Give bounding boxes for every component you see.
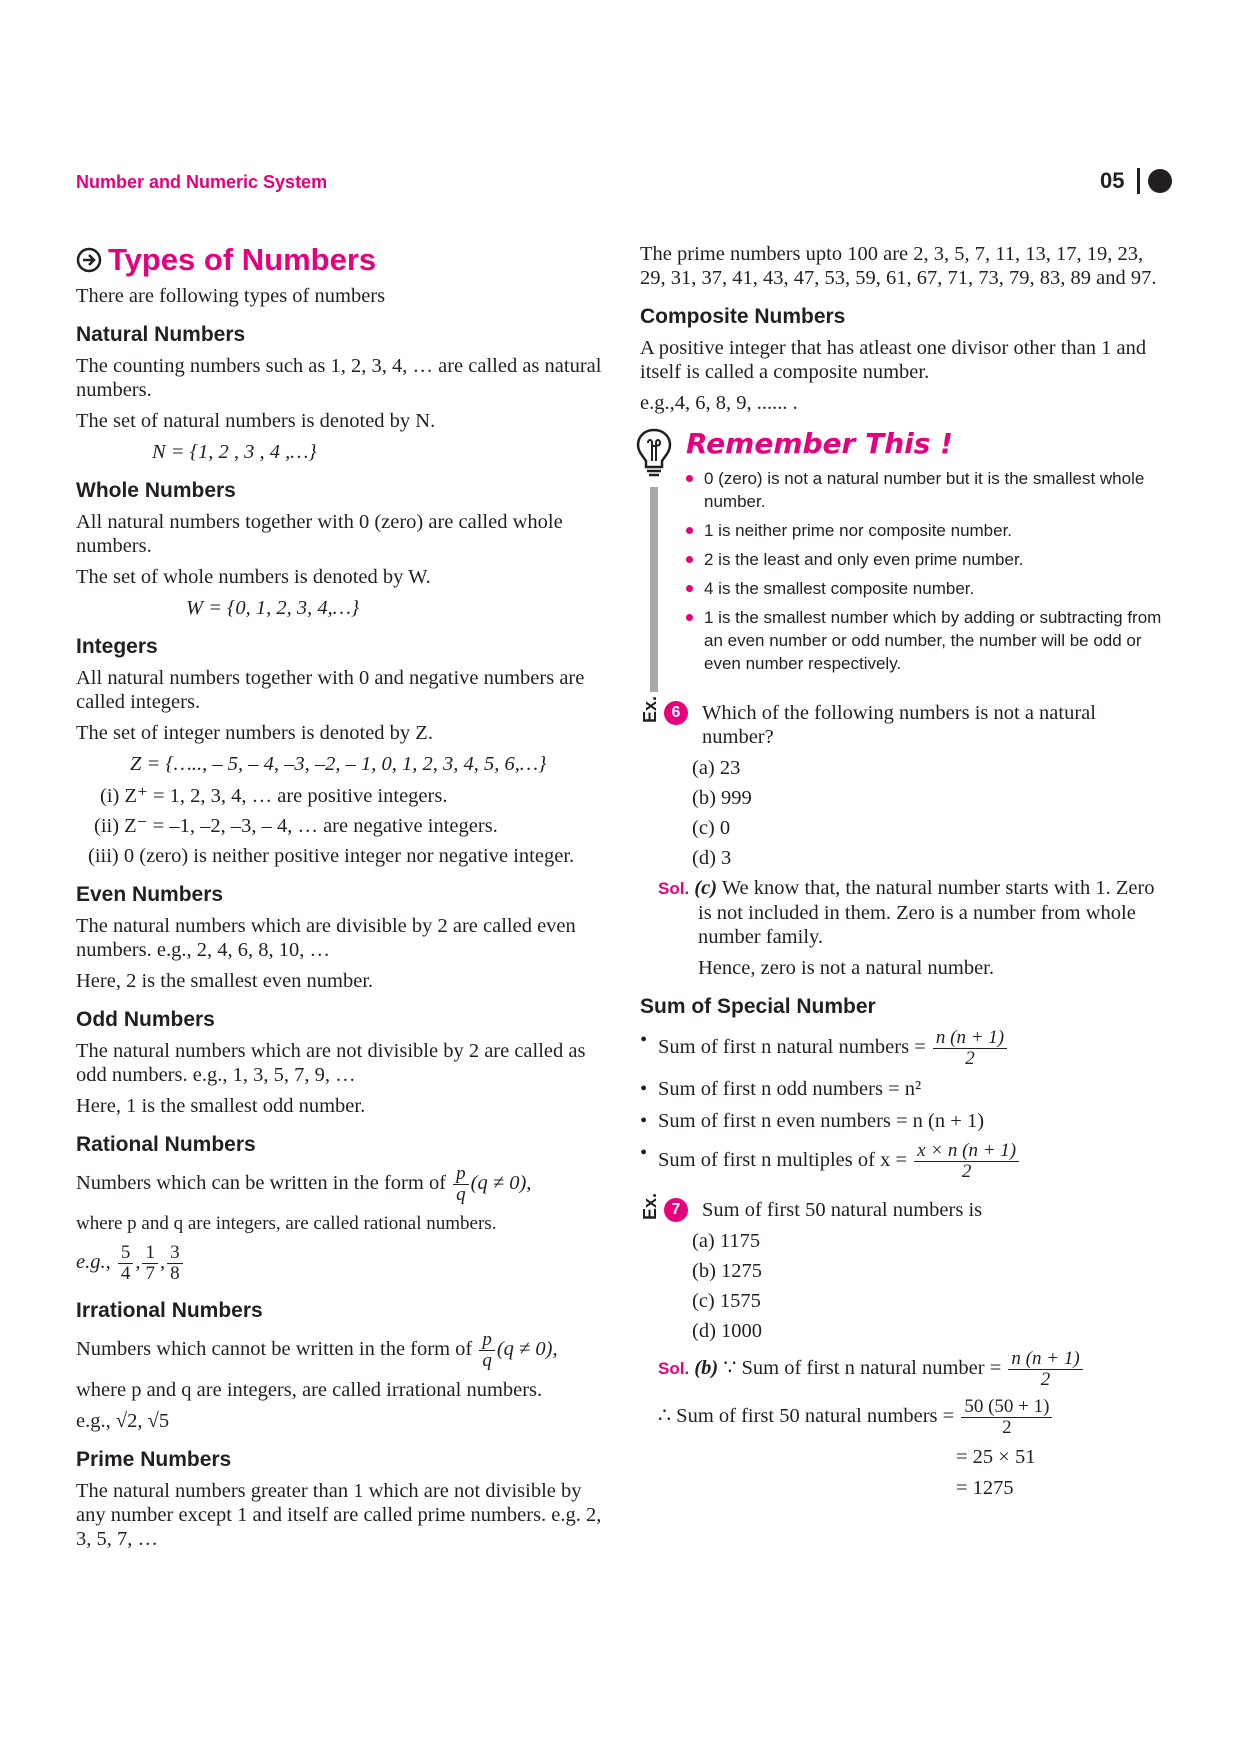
integers-item-1: (i) Z⁺ = 1, 2, 3, 4, … are positive integers. [100, 785, 448, 807]
composite-p2: e.g.,4, 6, 8, 9, ...... . [640, 392, 798, 414]
rational-p1-text: Numbers which can be written in the form of [76, 1172, 447, 1195]
composite-p1: A positive integer that has atleast one divisor other than 1 and itself is called a composite number. [640, 337, 1147, 383]
example-number-badge: 7 [664, 1198, 688, 1222]
prime-p1: The natural numbers greater than 1 which are not divisible by any number except 1 and itself are called prime numbers. e.g. 2, 3, 5, 7, … [76, 1480, 602, 1550]
rational-fraction: $\frac{p}{q}$ [453, 1164, 469, 1205]
whole-p1: All natural numbers together with 0 (zero) are called whole numbers. [76, 511, 563, 557]
option: (c) 1575 [692, 1290, 761, 1312]
odd-p2: Here, 1 is the smallest odd number. [76, 1095, 366, 1117]
option: (b) 1275 [692, 1260, 763, 1282]
lightbulb-icon [634, 427, 674, 479]
section-title-text: Types of Numbers [108, 242, 377, 277]
example-7-solution-line2 [640, 1397, 1170, 1438]
integers-item-3: (iii) 0 (zero) is neither positive integer nor negative integer. [88, 845, 575, 867]
special-bullet-2: • Sum of first n odd numbers = n² [640, 1077, 1170, 1101]
irrational-eg: e.g., √2, √5 [76, 1410, 170, 1432]
special-heading: Sum of Special Number [640, 995, 876, 1018]
special-b1-fraction: $\frac{n (n + 1)}{2}$ [933, 1028, 1007, 1069]
even-p2: Here, 2 is the smallest even number. [76, 970, 374, 992]
option: (d) 3 [692, 847, 732, 869]
remember-item: 1 is neither prime nor composite number. [684, 519, 1170, 542]
integers-set: Z = {….., – 5, – 4, –3, –2, – 1, 0, 1, 2, 3, 4, 5, 6,…} [130, 753, 547, 775]
example-7 [640, 1192, 1170, 1343]
remember-item: 0 (zero) is not a natural number but it is the smallest whole number. [684, 467, 1170, 513]
example-6-options [692, 756, 1170, 870]
irrational-fraction: $\frac{p}{q}$ [479, 1330, 495, 1371]
rational-heading: Rational Numbers [76, 1133, 256, 1156]
odd-heading: Odd Numbers [76, 1008, 215, 1031]
rational-eg-label: e.g., [76, 1251, 111, 1274]
example-label: Ex. [640, 695, 660, 723]
example-7-solution-line4: = 1275 [956, 1477, 1014, 1499]
solution-label: Sol. [658, 1359, 690, 1379]
example-7-tag [640, 1192, 688, 1222]
rational-condition: (q ≠ 0), [470, 1172, 532, 1195]
page-number: 05 [1100, 168, 1125, 193]
composite-heading: Composite Numbers [640, 305, 846, 328]
prime-heading: Prime Numbers [76, 1448, 232, 1471]
irrational-p2: where p and q are integers, are called irrational numbers. [76, 1379, 543, 1401]
remember-title: Remember This ! [686, 427, 953, 460]
solution-label: Sol. [658, 879, 690, 898]
page-dot-icon [1148, 169, 1172, 193]
page-number-divider [1137, 168, 1140, 194]
natural-p1: The counting numbers such as 1, 2, 3, 4, … are called as natural numbers. [76, 355, 602, 401]
natural-set: N = {1, 2 , 3 , 4 ,…} [152, 441, 317, 463]
integers-p1: All natural numbers together with 0 and negative numbers are called integers. [76, 667, 585, 713]
section-title [76, 242, 606, 278]
example-number-badge: 6 [664, 701, 688, 725]
example-7-question: Sum of first 50 natural numbers is [702, 1199, 983, 1221]
whole-p2: The set of whole numbers is denoted by W. [76, 566, 431, 588]
even-p1: The natural numbers which are divisible by 2 are called even numbers. e.g., 2, 4, 6, 8, 10, … [76, 915, 576, 961]
integers-heading: Integers [76, 635, 158, 658]
intro-text: There are following types of numbers [76, 285, 386, 307]
integers-item-2: (ii) Z⁻ = –1, –2, –3, – 4, … are negative integers. [94, 815, 498, 837]
irrational-condition: (q ≠ 0), [496, 1338, 558, 1361]
irrational-heading: Irrational Numbers [76, 1299, 263, 1322]
rational-p2: where p and q are integers, are called rational numbers. [76, 1213, 497, 1234]
whole-set: W = {0, 1, 2, 3, 4,…} [186, 597, 360, 619]
example-label: Ex. [640, 1192, 660, 1220]
special-b4-text: Sum of first n multiples of x = [658, 1149, 908, 1172]
integers-p2: The set of integer numbers is denoted by Z. [76, 722, 433, 744]
example-7-solution-line1 [640, 1349, 1170, 1390]
irrational-p1 [76, 1330, 606, 1371]
example-6-solution [640, 876, 1170, 949]
left-column [76, 242, 606, 1558]
natural-heading: Natural Numbers [76, 323, 246, 346]
solution-line2-fraction: $\frac{50 (50 + 1)}{2}$ [961, 1397, 1052, 1438]
special-b4-fraction: $\frac{x \times n (n + 1)}{2}$ [914, 1141, 1019, 1182]
remember-side-bar [650, 487, 658, 692]
option: (c) 0 [692, 817, 731, 839]
remember-item: 4 is the smallest composite number. [684, 577, 1170, 600]
option: (a) 1175 [692, 1230, 761, 1252]
odd-p1: The natural numbers which are not divisible by 2 are called as odd numbers. e.g., 1, 3, 5, 7, 9, … [76, 1040, 586, 1086]
solution-answer: (c) [694, 877, 718, 899]
rational-example-2: $\frac{1}{7}$ [142, 1243, 158, 1284]
even-heading: Even Numbers [76, 883, 224, 906]
special-b1-text: Sum of first n natural numbers = [658, 1036, 926, 1059]
irrational-p1-text: Numbers which cannot be written in the form of [76, 1338, 473, 1361]
special-bullet-3: • Sum of first n even numbers = n (n + 1) [640, 1109, 1170, 1133]
example-7-options [692, 1229, 1170, 1343]
right-column [640, 242, 1170, 1507]
example-7-solution-line3: = 25 × 51 [956, 1446, 1036, 1468]
rational-examples: e.g., $\frac{5}{4}$ , $\frac{1}{7}$ , $\frac{3}{8}$ [76, 1243, 606, 1284]
option: (d) 1000 [692, 1320, 763, 1342]
rational-p1 [76, 1164, 606, 1205]
example-6-tag [640, 695, 688, 725]
primes-upto-100: The prime numbers upto 100 are 2, 3, 5, 7, 11, 13, 17, 19, 23, 29, 31, 37, 41, 43, 47, 53, 59, 61, 67, 71, 73, 79, 83, 89 and 97. [640, 243, 1157, 289]
example-6 [640, 695, 1170, 870]
solution-answer: (b) [694, 1357, 719, 1380]
option: (a) 23 [692, 757, 741, 779]
solution-line1-fraction: $\frac{n (n + 1)}{2}$ [1008, 1349, 1082, 1390]
special-bullet-1 [640, 1028, 1170, 1069]
remember-item: 1 is the smallest number which by adding or subtracting from an even number or odd number, the number will be odd or even number respectively. [684, 606, 1170, 675]
chapter-title: Number and Numeric System [76, 172, 328, 192]
natural-p2: The set of natural numbers is denoted by N. [76, 410, 436, 432]
solution-text: We know that, the natural number starts with 1. Zero is not included in them. Zero is a number from whole number family. [698, 877, 1155, 948]
example-6-conclusion: Hence, zero is not a natural number. [698, 957, 994, 979]
remember-list [684, 467, 1170, 675]
rational-example-1: $\frac{5}{4}$ [118, 1243, 134, 1284]
arrow-circle-icon [76, 247, 102, 273]
whole-heading: Whole Numbers [76, 479, 236, 502]
rational-example-3: $\frac{3}{8}$ [167, 1243, 183, 1284]
option: (b) 999 [692, 787, 752, 809]
remember-box [640, 427, 1170, 675]
solution-line1-text: ∵ Sum of first n natural number = [723, 1357, 1002, 1380]
solution-line2-text: ∴ Sum of first 50 natural numbers = [658, 1405, 955, 1428]
remember-item: 2 is the least and only even prime number. [684, 548, 1170, 571]
special-bullet-4 [640, 1141, 1170, 1182]
example-6-question: Which of the following numbers is not a natural number? [702, 702, 1096, 748]
